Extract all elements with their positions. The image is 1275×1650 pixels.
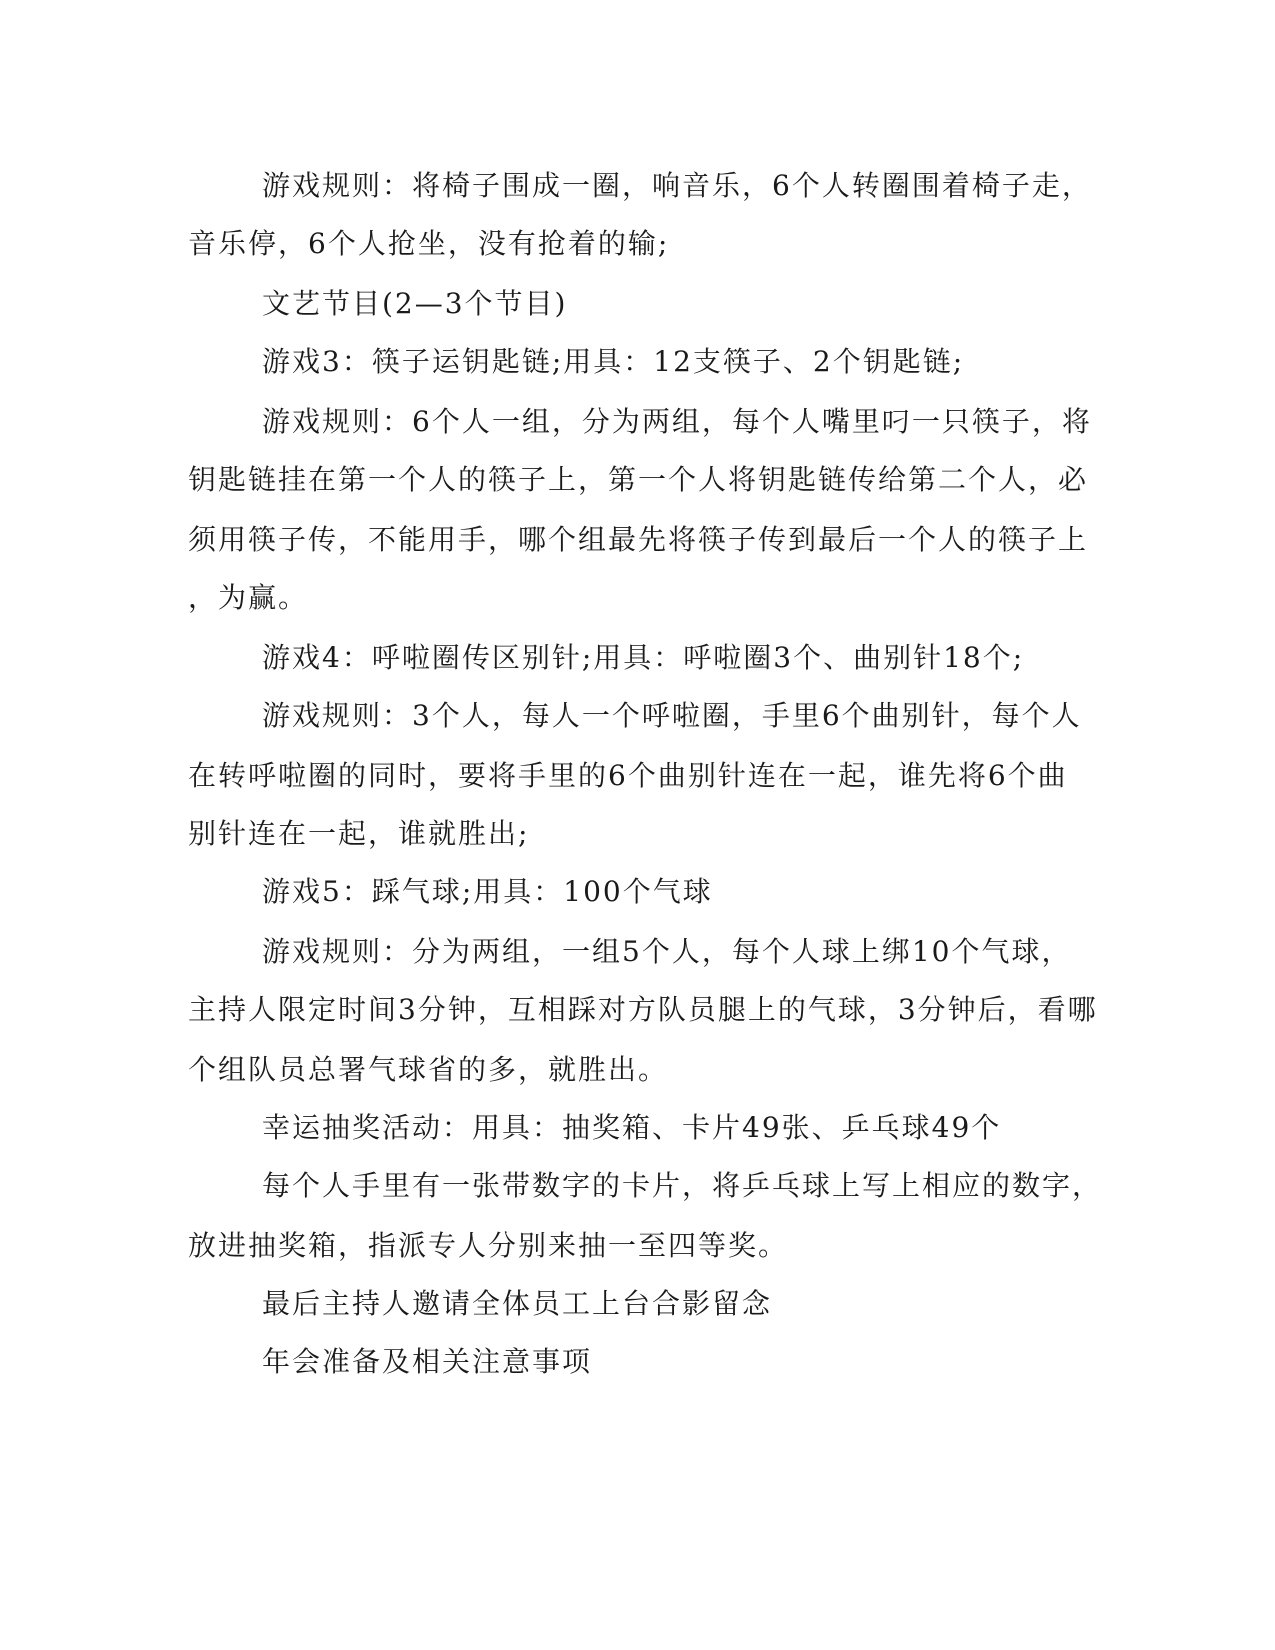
rule-paragraph-line: 游戏规则：3个人，每人一个呼啦圈，手里6个曲别针，每个人 — [262, 699, 1082, 732]
rule-paragraph-line: 个组队员总署气球省的多，就胜出。 — [188, 1053, 669, 1086]
game-heading: 游戏3：筷子运钥匙链;用具：12支筷子、2个钥匙链; — [262, 345, 965, 378]
rule-paragraph-line: ，为赢。 — [188, 581, 309, 614]
rule-paragraph-line: 钥匙链挂在第一个人的筷子上，第一个人将钥匙链传给第二个人，必 — [188, 463, 1089, 496]
lottery-paragraph-line: 放进抽奖箱，指派专人分别来抽一至四等奖。 — [188, 1229, 789, 1262]
game-heading: 游戏5：踩气球;用具：100个气球 — [262, 875, 713, 908]
lottery-heading: 幸运抽奖活动：用具：抽奖箱、卡片49张、乒乓球49个 — [262, 1111, 1002, 1144]
game-heading: 游戏4：呼啦圈传区别针;用具：呼啦圈3个、曲别针18个; — [262, 641, 1025, 674]
rule-paragraph-line: 游戏规则：将椅子围成一圈，响音乐，6个人转圈围着椅子走， — [262, 169, 1092, 202]
section-heading: 文艺节目(2—3个节目) — [262, 287, 568, 320]
rule-paragraph-line: 音乐停，6个人抢坐，没有抢着的输; — [188, 227, 670, 260]
lottery-paragraph-line: 每个人手里有一张带数字的卡片，将乒乓球上写上相应的数字， — [262, 1169, 1103, 1202]
rule-paragraph-line: 主持人限定时间3分钟，互相踩对方队员腿上的气球，3分钟后，看哪 — [188, 993, 1098, 1026]
rule-paragraph-line: 别针连在一起，谁就胜出; — [188, 817, 530, 850]
rule-paragraph-line: 游戏规则：6个人一组，分为两组，每个人嘴里叼一只筷子，将 — [262, 405, 1092, 438]
rule-paragraph-line: 在转呼啦圈的同时，要将手里的6个曲别针连在一起，谁先将6个曲 — [188, 759, 1068, 792]
rule-paragraph-line: 游戏规则：分为两组，一组5个人，每个人球上绑10个气球， — [262, 935, 1072, 968]
section-heading: 年会准备及相关注意事项 — [262, 1345, 593, 1378]
rule-paragraph-line: 须用筷子传，不能用手，哪个组最先将筷子传到最后一个人的筷子上 — [188, 523, 1089, 556]
closing-paragraph: 最后主持人邀请全体员工上台合影留念 — [262, 1287, 773, 1320]
